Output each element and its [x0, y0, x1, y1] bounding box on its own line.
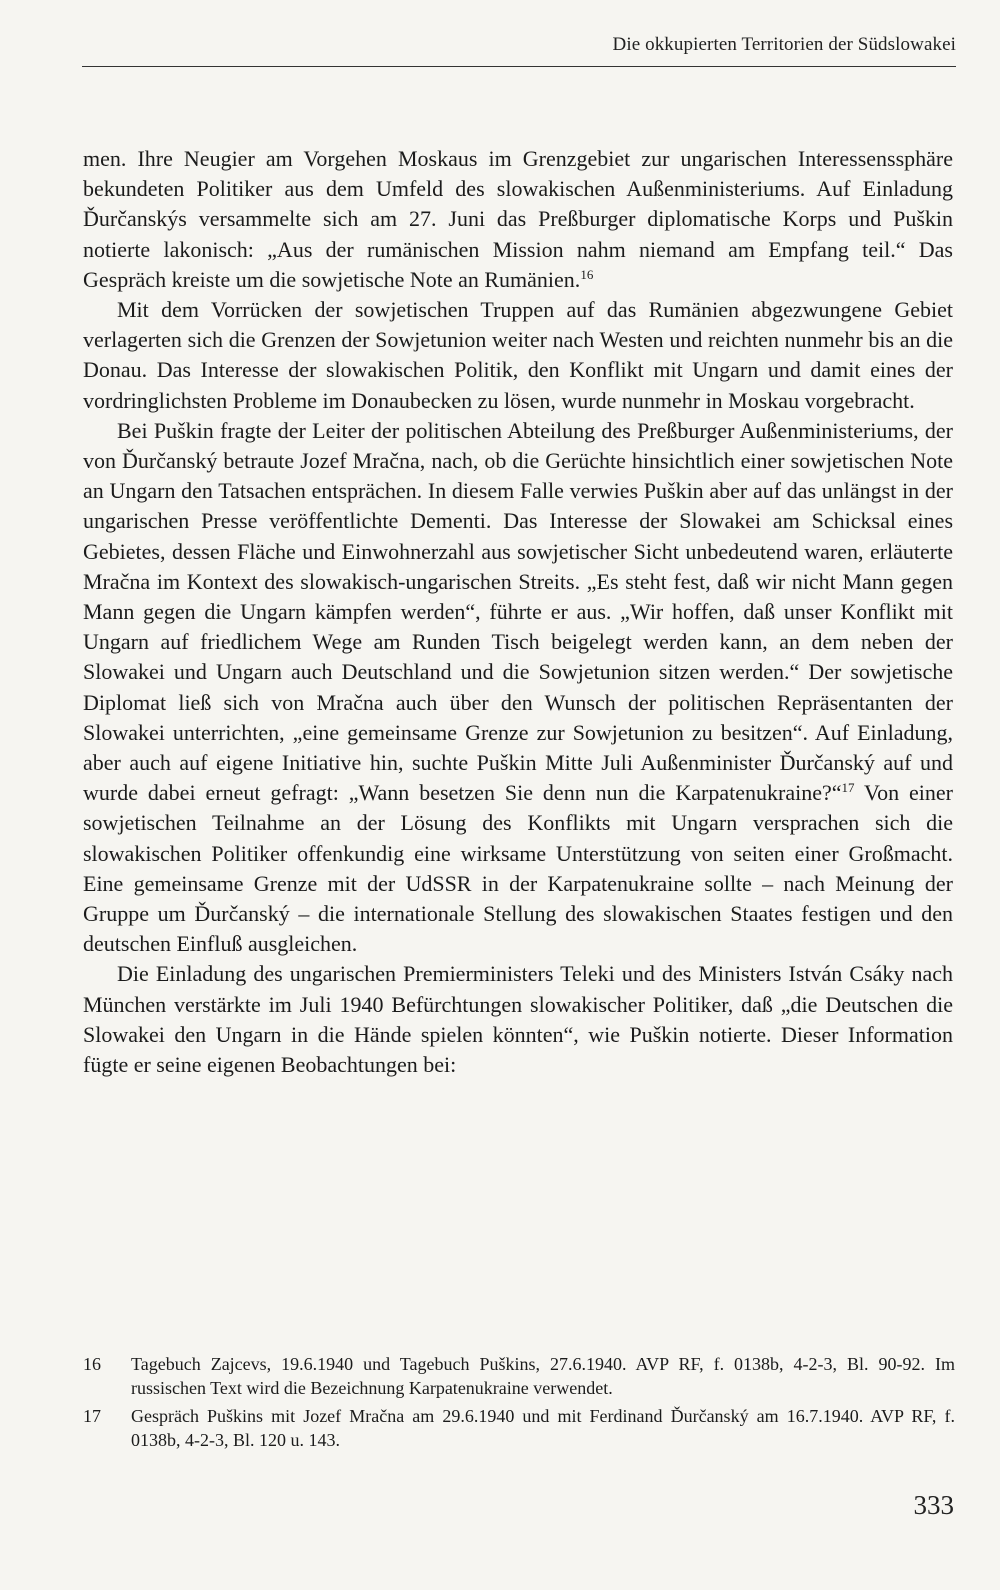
paragraph	[83, 416, 953, 960]
footnote-reference: 17	[841, 780, 855, 796]
paragraph-text: Mit dem Vorrücken der sowjetischen Truppen auf das Rumänien abgezwungene Gebiet verlagerten sich die Grenzen der Sowjetunion weiter nach Westen und reichten nunmehr bis an die Donau. Das Interesse der slowakischen Politik, den Konflikt mit Ungarn und damit eines der vordringlichsten Probleme im Donaubecken zu lösen, wurde nunmehr in Moskau vorgebracht.	[83, 297, 953, 413]
footnote	[83, 1404, 955, 1452]
footnote-text: Gespräch Puškins mit Jozef Mračna am 29.6.1940 und mit Ferdinand Ďurčanský am 16.7.1940. AVP RF, f. 0138b, 4-2-3, Bl. 120 u. 143.	[131, 1406, 955, 1450]
footnote-number: 17	[83, 1406, 101, 1426]
page-number: 333	[913, 1490, 954, 1520]
paragraph-text: men. Ihre Neugier am Vorgehen Moskaus im Grenzgebiet zur ungarischen Interessenssphäre bekundeten Politiker aus dem Umfeld des slowakischen Außenministeriums. Auf Einladung Ďurčanskýs versammelte sich am 27. Juni das Preßburger diplomatische Korps und Puškin notierte lakonisch: „Aus der rumänischen Mission nahm niemand am Empfang teil.“ Das Gespräch kreiste um die sowjetische Note an Rumänien.	[83, 146, 953, 292]
running-header: Die okkupierten Territorien der Südslowakei	[612, 34, 956, 55]
paragraph-text: Bei Puškin fragte der Leiter der politischen Abteilung des Preßburger Außenministeriums, der von Ďurčanský betraute Jozef Mračna, nach, ob die Gerüchte hinsichtlich einer sowjetischen Note an Ungarn den Tatsachen entsprächen. In diesem Falle verwies Puškin aber auf das unlängst in der ungarischen Presse veröffentlichte Dementi. Das Interesse der Slowakei am Schicksal eines Gebietes, dessen Fläche und Einwohnerzahl aus sowjetischer Sicht unbedeutend waren, erläuterte Mračna im Kontext des slowakisch-ungarischen Streits. „Es steht fest, daß wir nicht Mann gegen Mann gegen die Ungarn kämpfen werden“, führte er aus. „Wir hoffen, daß unser Konflikt mit Ungarn auf friedlichem Wege am Runden Tisch beigelegt werden kann, an dem neben der Slowakei und Ungarn auch Deutschland und die Sowjetunion sitzen werden.“ Der sowjetische Diplomat ließ sich von Mračna auch über den Wunsch der politischen Repräsentanten der Slowakei unterrichten, „eine gemeinsame Grenze zur Sowjetunion zu besitzen“. Auf Einladung, aber auch auf eigene Initiative hin, suchte Puškin Mitte Juli Außenminister Ďurčanský auf und wurde dabei erneut gefragt: „Wann besetzen Sie denn nun die Karpatenukraine?“	[83, 417, 953, 806]
paragraph	[83, 144, 953, 295]
paragraph-text: Die Einladung des ungarischen Premierministers Teleki und des Ministers István Csáky nach München verstärkte im Juli 1940 Befürchtungen slowakischer Politiker, daß „die Deutschen die Slowakei den Ungarn in die Hände spielen könnten“, wie Puškin notierte. Dieser Information fügte er seine eigenen Beobachtungen bei:	[83, 961, 953, 1078]
footnote-text: Tagebuch Zajcevs, 19.6.1940 und Tagebuch Puškins, 27.6.1940. AVP RF, f. 0138b, 4-2-3, Bl. 90-92. Im russischen Text wird die Bezeichnung Karpatenukraine verwendet.	[131, 1354, 955, 1398]
paragraph	[83, 959, 953, 1080]
footnotes	[83, 1352, 955, 1456]
footnote	[83, 1352, 955, 1400]
paragraph	[83, 295, 953, 416]
body-text	[83, 144, 953, 1080]
paragraph-text: Von einer sowjetischen Teilnahme an der Lösung des Konflikts mit Ungarn versprachen sich die slowakischen Politiker offenkundig eine wirksame Unterstützung von seiten einer Großmacht. Eine gemeinsame Grenze mit der UdSSR in der Karpatenukraine sollte – nach Meinung der Gruppe um Ďurčanský – die internationale Stellung des slowakischen Staates festigen und den deutschen Einfluß ausgleichen.	[83, 780, 953, 957]
header-rule	[82, 66, 956, 67]
footnote-reference: 16	[580, 266, 594, 282]
footnote-number: 16	[83, 1354, 101, 1374]
